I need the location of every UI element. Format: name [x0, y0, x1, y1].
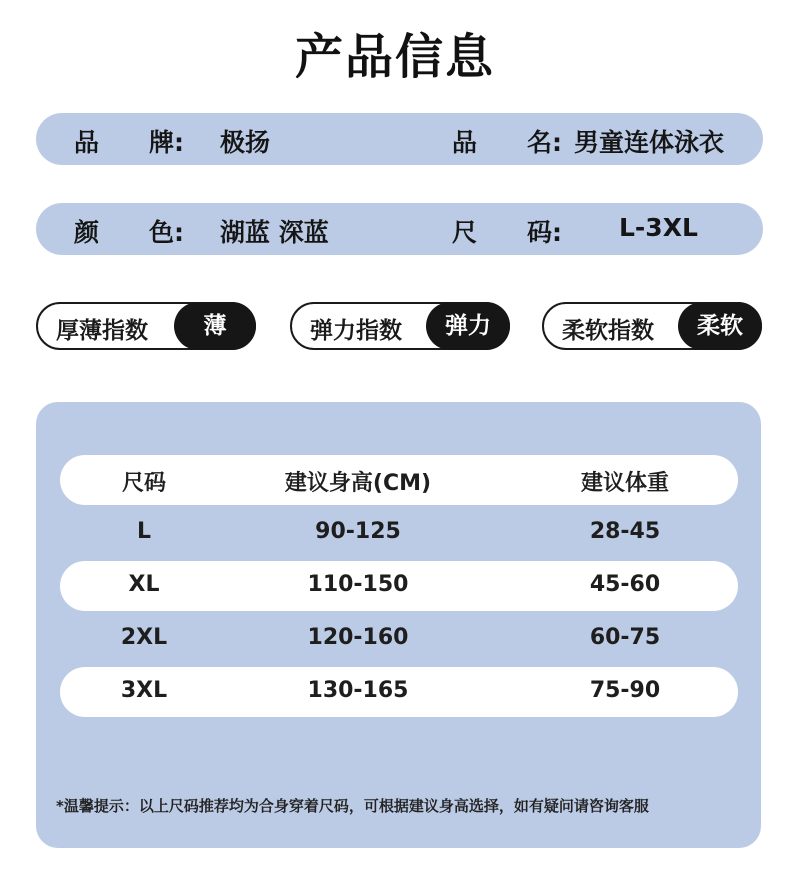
product-name-label: 品 名:: [452, 128, 562, 157]
thickness-index-value: 薄: [174, 302, 256, 350]
thickness-index-label: 厚薄指数: [56, 318, 148, 344]
thickness-index: [36, 302, 256, 350]
size-note: *温馨提示：以上尺码推荐均为合身穿着尺码，可根据建议身高选择，如有疑问请咨询客服: [56, 797, 649, 815]
table-row: [60, 508, 738, 558]
size-label: 尺 码:: [452, 218, 562, 247]
height-cell: 110-150: [307, 572, 409, 597]
brand-value: 极扬: [220, 128, 271, 157]
table-row: [60, 667, 738, 717]
table-row: [60, 561, 738, 611]
info-row-brand-name: [36, 113, 763, 165]
weight-cell: 28-45: [589, 519, 661, 544]
elasticity-index: [290, 302, 510, 350]
page-title: 产品信息: [294, 29, 495, 85]
size-cell: 2XL: [120, 625, 168, 650]
info-row-color-size: [36, 203, 763, 255]
header-weight: 建议体重: [580, 471, 670, 496]
elasticity-index-label: 弹力指数: [310, 318, 402, 344]
height-cell: 90-125: [315, 519, 401, 544]
size-table-header: [60, 455, 738, 505]
softness-index-value: 柔软: [678, 302, 762, 350]
product-name-value: 男童连体泳衣: [574, 128, 725, 157]
brand-label: 品 牌:: [74, 128, 184, 157]
weight-cell: 45-60: [589, 572, 661, 597]
table-row: [60, 614, 738, 664]
size-cell: XL: [128, 572, 160, 597]
header-size: 尺码: [121, 471, 167, 496]
size-value: L-3XL: [619, 213, 698, 242]
weight-cell: 75-90: [589, 678, 661, 703]
softness-index-label: 柔软指数: [562, 318, 654, 344]
header-height: 建议身高(CM): [284, 471, 432, 496]
color-value: 湖蓝 深蓝: [220, 218, 329, 247]
softness-index: [542, 302, 762, 350]
elasticity-index-value: 弹力: [426, 302, 510, 350]
size-cell: 3XL: [120, 678, 168, 703]
color-label: 颜 色:: [74, 218, 184, 247]
size-chart-panel: [36, 402, 761, 848]
size-cell: L: [136, 519, 152, 544]
height-cell: 120-160: [307, 625, 409, 650]
height-cell: 130-165: [307, 678, 409, 703]
weight-cell: 60-75: [589, 625, 661, 650]
